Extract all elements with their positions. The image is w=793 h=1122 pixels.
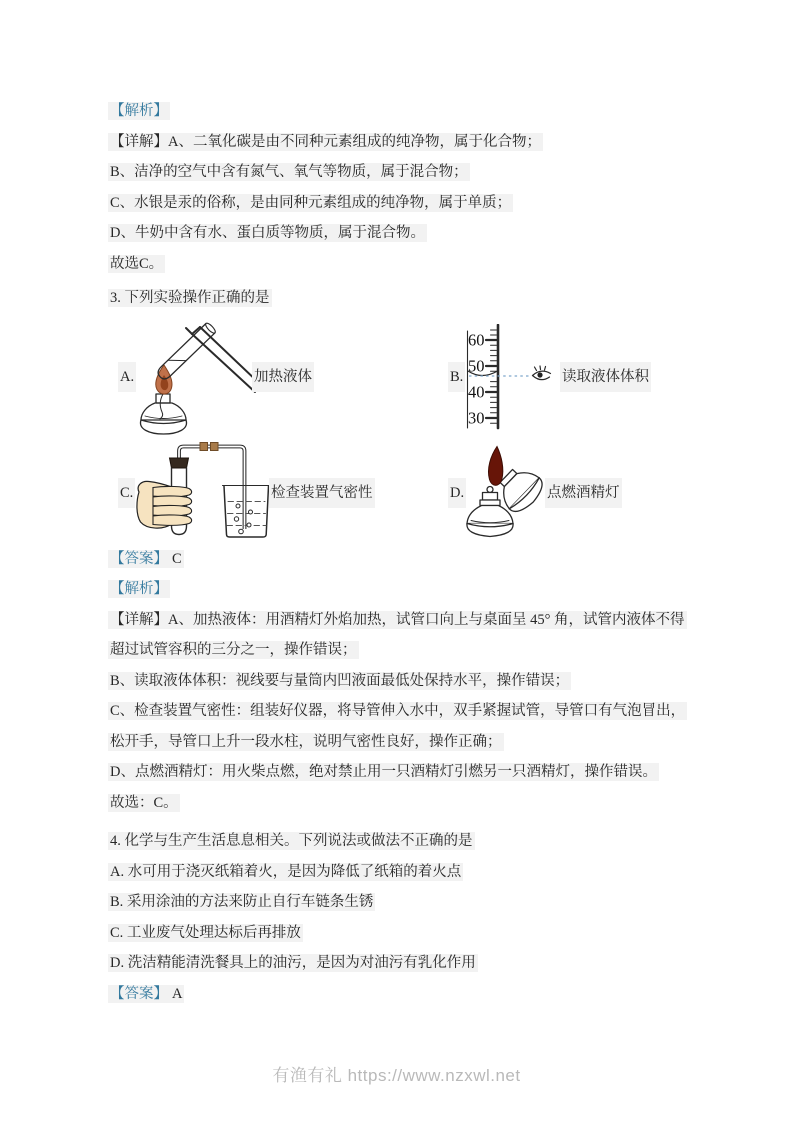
q3-detail-text-5: 松开手，导管口上升一段水柱，说明气密性良好，操作正确； bbox=[110, 733, 502, 750]
diagram-lighting-lamp bbox=[462, 442, 547, 542]
diagram-gas-tightness bbox=[135, 442, 270, 540]
q2-detail-line bbox=[108, 188, 688, 219]
q3-analysis-heading bbox=[108, 574, 688, 605]
eye-icon bbox=[533, 366, 551, 380]
q3-detail-text-3: B、读取液体体积：视线要与量筒内凹液面最低处保持水平，操作错误； bbox=[110, 672, 570, 689]
q3-detail-line bbox=[108, 635, 688, 666]
q4-answer-line bbox=[108, 979, 688, 1010]
q4-answer-value: A bbox=[172, 985, 183, 1002]
q3-detail-text-4: C、检查装置气密性：组装好仪器，将导管伸入水中，双手紧握试管，导管口有气泡冒出， bbox=[110, 703, 686, 719]
test-tube-holder bbox=[186, 327, 260, 392]
q4-option-d-text: D. 洗洁精能清洗餐具上的油污，是因为对油污有乳化作用 bbox=[110, 955, 476, 971]
q3-answer-line bbox=[108, 544, 688, 575]
q4-option-b bbox=[108, 887, 688, 918]
q3-option-d-caption: 点燃酒精灯 bbox=[545, 478, 622, 509]
q3-title: 3. 下列实验操作正确的是 bbox=[110, 290, 270, 306]
diagram-heating-liquid bbox=[135, 318, 260, 438]
q2-detail-text-4: D、牛奶中含有水、蛋白质等物质，属于混合物。 bbox=[110, 225, 425, 241]
q3-option-c-label: C. bbox=[118, 478, 135, 509]
q3-answer-value: C bbox=[172, 550, 182, 567]
cylinder-tick-40: 40 bbox=[468, 382, 485, 401]
q2-analysis-label: 【解析】 bbox=[110, 103, 168, 119]
q3-option-c-caption: 检查装置气密性 bbox=[269, 478, 375, 509]
q4-option-c bbox=[108, 918, 688, 949]
q3-option-a-label: A. bbox=[118, 362, 136, 393]
rubber-stopper bbox=[170, 458, 189, 468]
q2-detail-line bbox=[108, 127, 688, 158]
q4-option-b-text: B. 采用涂油的方法来防止自行车链条生锈 bbox=[110, 894, 374, 910]
q3-detail-text-1: 【详解】A、加热液体：用酒精灯外焰加热，试管口向上与桌面呈 45° 角，试管内液体不得 bbox=[110, 611, 685, 628]
diagram-reading-volume bbox=[465, 324, 560, 432]
q4-option-a bbox=[108, 857, 688, 888]
q2-detail-text-2: B、洁净的空气中含有氮气、氧气等物质，属于混合物； bbox=[110, 164, 468, 180]
q4-title-line bbox=[108, 826, 688, 857]
q3-detail-line bbox=[108, 727, 688, 758]
q3-title-line bbox=[108, 283, 688, 314]
q2-detail-line bbox=[108, 157, 688, 188]
q3-detail-line bbox=[108, 757, 688, 788]
q2-detail-line bbox=[108, 218, 688, 249]
q2-conclusion-line bbox=[108, 249, 688, 280]
q2-detail-text-3: C、水银是汞的俗称，是由同种元素组成的纯净物，属于单质； bbox=[110, 194, 512, 211]
footer-text: 有渔有礼 https://www.nzxwl.net bbox=[272, 1066, 521, 1085]
alcohol-lamp bbox=[141, 394, 187, 434]
q3-detail-line bbox=[108, 696, 688, 727]
q2-conclusion-text: 故选C。 bbox=[110, 255, 164, 272]
q3-detail-text-2: 超过试管容积的三分之一，操作错误； bbox=[110, 642, 357, 658]
footer-watermark bbox=[0, 1061, 793, 1086]
q3-detail-text-6: D、点燃酒精灯：用火柴点燃，绝对禁止用一只酒精灯引燃另一只酒精灯，操作错误。 bbox=[110, 764, 657, 780]
q3-conclusion-text: 故选：C。 bbox=[110, 794, 178, 811]
q2-analysis-heading bbox=[108, 96, 688, 127]
q3-conclusion-line bbox=[108, 788, 688, 819]
flame bbox=[488, 446, 502, 485]
cylinder-tick-30: 30 bbox=[468, 408, 485, 427]
q3-option-a-caption: 加热液体 bbox=[252, 362, 314, 393]
q3-option-d-label: D. bbox=[448, 478, 466, 509]
q3-answer-label: 【答案】 bbox=[110, 550, 168, 567]
q4-option-c-text: C. 工业废气处理达标后再排放 bbox=[110, 924, 301, 941]
q3-options-row-cd bbox=[108, 440, 688, 544]
q4-title: 4. 化学与生产生活息息相关。下列说法或做法不正确的是 bbox=[110, 833, 473, 849]
exam-document-page bbox=[108, 96, 688, 1009]
q3-option-b-caption: 读取液体体积 bbox=[560, 362, 651, 393]
hand bbox=[137, 481, 192, 528]
q3-detail-line bbox=[108, 666, 688, 697]
cylinder-tick-50: 50 bbox=[468, 356, 485, 375]
q4-option-a-text: A. 水可用于浇灭纸箱着火，是因为降低了纸箱的着火点 bbox=[110, 863, 462, 880]
q3-analysis-label: 【解析】 bbox=[110, 581, 168, 597]
q3-option-b-label: B. bbox=[448, 362, 465, 393]
q3-options-row-ab bbox=[108, 314, 688, 440]
q4-answer-label: 【答案】 bbox=[110, 985, 168, 1002]
q3-detail-line bbox=[108, 605, 688, 636]
cylinder-tick-60: 60 bbox=[468, 330, 485, 349]
q4-option-d bbox=[108, 948, 688, 979]
q2-detail-text-1: 【详解】A、二氧化碳是由不同种元素组成的纯净物，属于化合物； bbox=[110, 133, 541, 150]
